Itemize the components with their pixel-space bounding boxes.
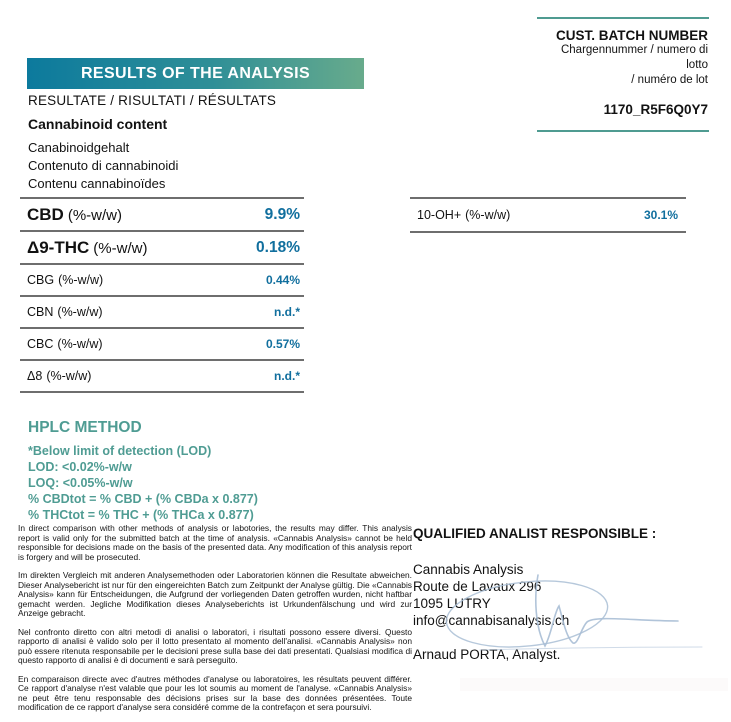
hplc-method-section [28,419,258,523]
analyte-value: n.d.* [274,369,300,383]
analyst-street: Route de Lavaux 296 [413,579,542,594]
hplc-cbdtot-formula: % CBDtot = % CBD + (% CBDa x 0.877) [28,492,258,506]
analyte-unit: (%-w/w) [57,337,103,351]
analyte-row-cbd [20,199,304,232]
banner-subtitle: RESULTATE / RISULTATI / RÉSULTATS [28,93,277,108]
analyte-unit: (%-w/w) [57,305,103,319]
analyte-row-10oh [410,199,686,233]
section-translation-fr: Contenu cannabinoïdes [28,176,166,191]
analyte-value: 9.9% [264,205,300,223]
disclaimer-en: In direct comparison with other methods of analysis or labotories, the results may differ. This analysis report is valid only for the submitted batch at the time of analysis. «Cannabis Analysis» cannot be held responsible for decisions made on the basis of the presented data. Any modification of this analysis report is forgery and will be prosecuted. [18,523,412,562]
analyte-row-d9thc [20,232,304,265]
analyte-label [27,271,103,289]
hplc-lod-note: *Below limit of detection (LOD) [28,444,212,458]
analyte-label [27,238,147,258]
analyte-name: CBC [27,337,54,351]
analyst-email: info@cannabisanalysis.ch [413,613,570,628]
analyte-unit: (%-w/w) [93,239,148,257]
hplc-method-title: HPLC METHOD [28,419,142,436]
analyte-label [27,205,122,225]
analyte-value: 0.57% [265,337,300,351]
analyte-row-cbc [20,329,304,361]
analyte-value: 0.18% [256,238,300,256]
cannabinoid-table [20,197,304,393]
analyte-name: CBN [27,305,54,319]
analyst-city: 1095 LUTRY [413,596,491,611]
hplc-loq-value: LOQ: <0.05%-w/w [28,476,133,490]
analyte-row-d8 [20,361,304,393]
analyte-name: Δ8 [27,369,43,383]
section-translation-it: Contenuto di cannabinoidi [28,158,179,173]
analyte-label [27,335,103,353]
analyte-row-cbg [20,265,304,297]
analyst-name: Arnaud PORTA, Analyst. [413,647,561,662]
disclaimer-it: Nel confronto diretto con altri metodi di analisi o laboratori, i risultati possono essere diversi. Questo rapporto di analisi è valido solo per il lotto presentato al momento dell'analisi. «Cannabis Analysis» non può essere ritenuta responsabile per le decisioni prese sulla base dei dati presentati. Qualsiasi modifica di questo rapporto di analisi è di documenti e sarà perseguito. [18,626,412,665]
analyte-value: 0.44% [265,273,300,287]
batch-number-value: 1170_R5F6Q0Y7 [603,102,708,117]
results-banner [27,58,364,89]
section-translation-de: Canabinoidgehalt [28,140,130,155]
analyte-unit: (%-w/w) [465,208,511,222]
analyst-company: Cannabis Analysis [413,562,524,577]
disclaimer-fr: En comparaison directe avec d'autres méthodes d'analyse ou laboratoires, les résultats peuvent différer. Ce rapport d'analyse n'est valable que pour les lot soumis au moment de l'analyse. «Cannabis Analysis» ne peut être tenu responsable des décisions prises sur la base des données présentées. Toute modification de ce rapport d'analyse sera considéré comme de la contrefaçon et sera poursuivi. [18,673,412,712]
analyte-name: Δ9-THC [27,237,90,257]
analyte-name: CBG [27,273,55,287]
scan-artifact [460,678,728,691]
analyte-unit: (%-w/w) [46,369,92,383]
analyte-label [27,303,103,321]
analyte-row-cbn [20,297,304,329]
section-title: Cannabinoid content [28,116,168,132]
disclaimer-section [18,524,412,722]
batch-title: CUST. BATCH NUMBER [556,28,708,43]
analyte-unit: (%-w/w) [58,273,104,287]
analyst-address [413,561,713,629]
analyte-label [27,367,91,385]
analyte-value: n.d.* [274,305,300,319]
cannabinoid-section-heading [28,116,178,193]
analyte-unit: (%-w/w) [67,206,122,224]
analyte-label [417,206,510,224]
banner-title: RESULTS OF THE ANALYSIS [80,64,311,82]
analyte-name: CBD [27,204,64,224]
batch-subtitle-line2: / numéro de lot [631,74,708,86]
disclaimer-de: Im direkten Vergleich mit anderen Analysemethoden oder Laboratorien können die Resultate abweichen. Dieser Analysebericht ist nur für den eingereichten Batch zum Zeitpunkt der Analyse gültig. Die «Cannabis Analysis» kann für Entscheidungen, die Aufgrund der vorliegenden Daten getroffen wurden, nicht haftbar gemacht werden. Jegliche Modifikation dieses Analyseberichts ist Urkundenfälschung und wird zur Anzeige gebracht. [18,570,412,618]
analyst-title: QUALIFIED ANALIST RESPONSIBLE : [413,526,657,541]
secondary-analyte-table [410,197,686,233]
batch-number-box [537,17,709,132]
analyst-section [413,526,713,662]
hplc-thctot-formula: % THCtot = % THC + (% THCa x 0.877) [28,508,254,522]
analyte-value: 30.1% [643,208,678,222]
batch-subtitle-line1: Chargennummer / numero di lotto [560,44,708,71]
analyte-name: 10-OH+ [417,208,462,222]
hplc-lod-value: LOD: <0.02%-w/w [28,460,132,474]
